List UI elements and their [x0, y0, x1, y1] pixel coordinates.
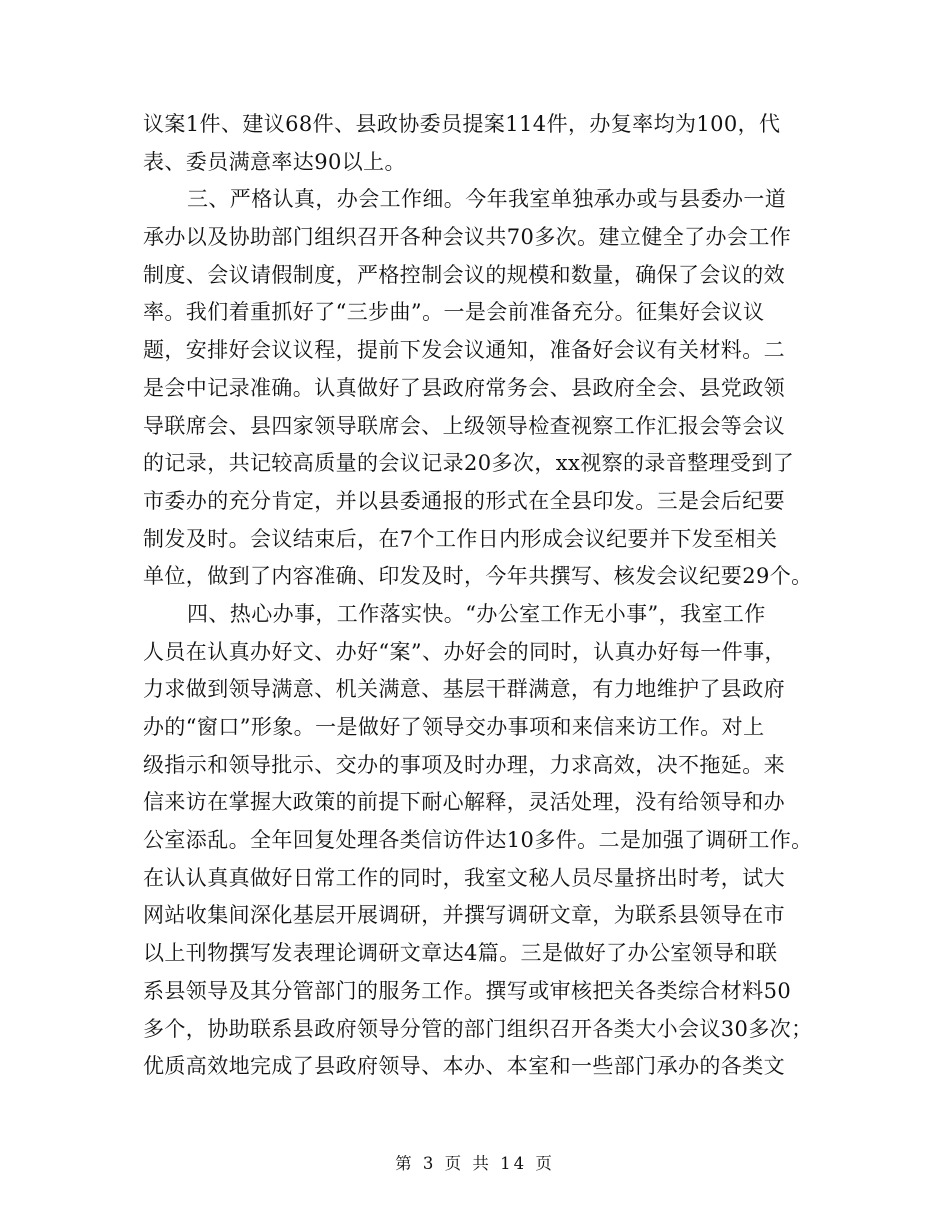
- text-line: 多个，协助联系县政府领导分管的部门组织召开各类大小会议30多次；: [143, 1016, 813, 1041]
- text-line: 办的“窗口”形象。一是做好了领导交办事项和来信来访工作。对上: [143, 715, 765, 739]
- section-heading-line: 四、热心办事，工作落实快。“办公室工作无小事”，我室工作: [187, 601, 766, 626]
- page-number-footer: 第 3 页 共 14 页: [395, 1154, 555, 1173]
- text-line: 议案1件、建议68件、县政协委员提案114件，办复率均为100，代: [143, 112, 781, 136]
- section-heading-line: 三、严格认真，办会工作细。今年我室单独承办或与县委办一道: [187, 187, 787, 212]
- text-line: 制发及时。会议结束后，在7个工作日内形成会议纪要并下发至相关: [143, 526, 778, 551]
- text-line: 单位，做到了内容准确、印发及时，今年共撰写、核发会议纪要29个。: [143, 564, 813, 589]
- text-line: 制度、会议请假制度，严格控制会议的规模和数量，确保了会议的效: [143, 262, 785, 287]
- text-line: 网站收集间深化基层开展调研，并撰写调研文章，为联系县领导在市: [143, 903, 785, 928]
- text-line: 信来访在掌握大政策的前提下耐心解释，灵活处理，没有给领导和办: [143, 790, 785, 815]
- text-line: 级指示和领导批示、交办的事项及时办理，力求高效，决不拖延。来: [143, 752, 785, 777]
- text-line: 的记录，共记较高质量的会议记录20多次，xx视察的录音整理受到了: [143, 451, 795, 476]
- text-line: 表、委员满意率达90以上。: [143, 149, 406, 174]
- text-line: 题，安排好会议议程，提前下发会议通知，准备好会议有关材料。二: [143, 338, 785, 363]
- body-text: [143, 106, 813, 1086]
- text-line: 力求做到领导满意、机关满意、基层干群满意，有力地维护了县政府: [143, 677, 785, 702]
- text-line: 系县领导及其分管部门的服务工作。撰写或审核把关各类综合材料50: [143, 978, 792, 1003]
- text-line: 优质高效地完成了县政府领导、本办、本室和一些部门承办的各类文: [143, 1054, 785, 1079]
- text-line: 人员在认真办好文、办好“案”、办好会的同时，认真办好每一件事，: [143, 639, 786, 664]
- text-line: 公室添乱。全年回复处理各类信访件达10多件。二是加强了调研工作。: [143, 828, 813, 853]
- text-line: 市委办的充分肯定，并以县委通报的形式在全县印发。三是会后纪要: [143, 488, 785, 513]
- text-line: 导联席会、县四家领导联席会、上级领导检查视察工作汇报会等会议: [143, 413, 785, 438]
- text-line: 是会中记录准确。认真做好了县政府常务会、县政府全会、县党政领: [143, 375, 785, 400]
- text-line: 以上刊物撰写发表理论调研文章达4篇。三是做好了办公室领导和联: [143, 941, 778, 966]
- text-line: 承办以及协助部门组织召开各种会议共70多次。建立健全了办会工作: [143, 225, 792, 250]
- text-line: 在认认真真做好日常工作的同时，我室文秘人员尽量挤出时考，试大: [143, 865, 785, 890]
- text-line: 率。我们着重抓好了“三步曲”。一是会前准备充分。征集好会议议: [143, 300, 765, 325]
